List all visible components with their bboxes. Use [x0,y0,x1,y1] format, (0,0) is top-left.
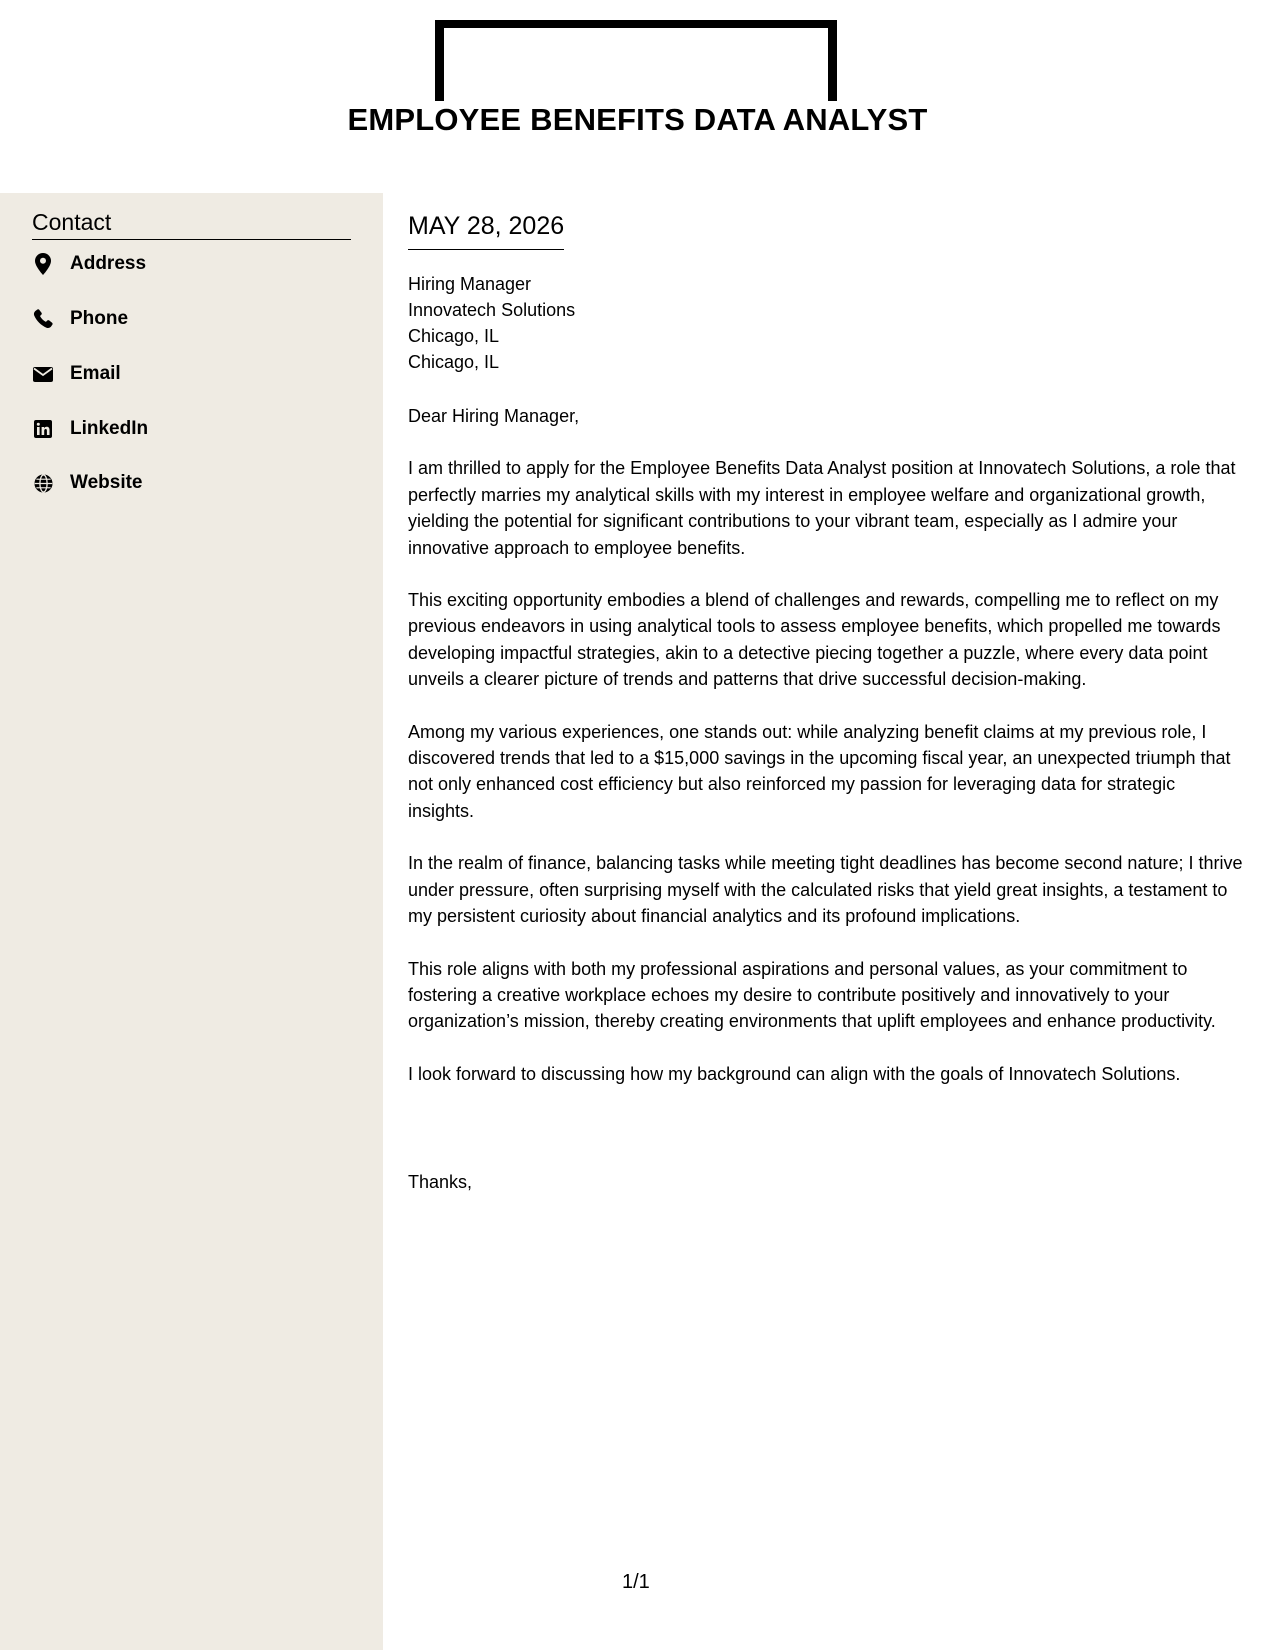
recipient-address-line: Chicago, IL [408,352,500,372]
paragraph: I look forward to discussing how my background can align with the goals of Innovatech Solutions. [408,1063,1181,1084]
page-title: EMPLOYEE BENEFITS DATA ANALYST [347,102,928,137]
salutation: Dear Hiring Manager, [408,406,580,426]
page-number: 1/1 [622,1571,650,1593]
contact-label-website: Website [70,472,143,493]
contact-item-phone [32,304,332,334]
paragraph: In the realm of finance, balancing tasks while meeting tight deadlines has become second nature; I thrive under pressure, often surprising myself with the calculated risks that yield great insights, a testament to my persistent curiosity about financial analytics and its profound implications. [408,853,1243,927]
linkedin-icon [32,418,54,440]
contact-label-email: Email [70,363,121,384]
contact-label-address: Address [70,253,147,274]
page-header [0,0,1275,193]
sidebar [0,193,383,1650]
paragraph: This exciting opportunity embodies a blend of challenges and rewards, compelling me to reflect on my previous endeavors in using analytical tools to assess employee benefits, which propelled me towards developing impactful strategies, akin to a detective piecing together a puzzle, where every data point unveils a clearer picture of trends and patterns that drive successful decision-making. [408,590,1221,690]
phone-icon [32,308,54,330]
contact-item-linkedin [32,414,332,444]
contact-item-address [32,249,332,279]
recipient-block [408,271,575,375]
recipient-name: Hiring Manager [408,274,532,294]
paragraph: Among my various experiences, one stands out: while analyzing benefit claims at my previous role, I discovered trends that led to a $15,000 savings in the upcoming fiscal year, an unexpected triumph that not only enhanced cost efficiency but also reinforced my passion for leveraging data for strategic insights. [408,721,1231,821]
contact-label-linkedin: LinkedIn [70,418,149,439]
contact-heading: Contact [32,207,351,240]
paragraph: I am thrilled to apply for the Employee Benefits Data Analyst position at Innovatech Solutions, a role that perfectly marries my analytical skills with my interest in employee welfare and organizational growth, yielding the potential for significant contributions to your vibrant team, especially as I admire your innovative approach to employee benefits. [408,458,1236,558]
header-bracket-decoration [435,20,837,101]
closing: Thanks, [408,1172,473,1192]
contact-label-phone: Phone [70,308,129,329]
letter-text [408,403,1246,1113]
recipient-address-line: Chicago, IL [408,326,500,346]
globe-icon [32,472,54,494]
envelope-icon [32,363,54,385]
recipient-company: Innovatech Solutions [408,300,576,320]
contact-item-email [32,359,332,389]
map-pin-icon [32,253,54,275]
paragraph: This role aligns with both my professional aspirations and personal values, as your commitment to fostering a creative workplace echoes my desire to contribute positively and innovatively to your organization’s mission, thereby creating environments that uplift employees and enhance productivity. [408,958,1216,1032]
contact-item-website [32,468,332,498]
letter-date: MAY 28, 2026 [408,209,564,250]
